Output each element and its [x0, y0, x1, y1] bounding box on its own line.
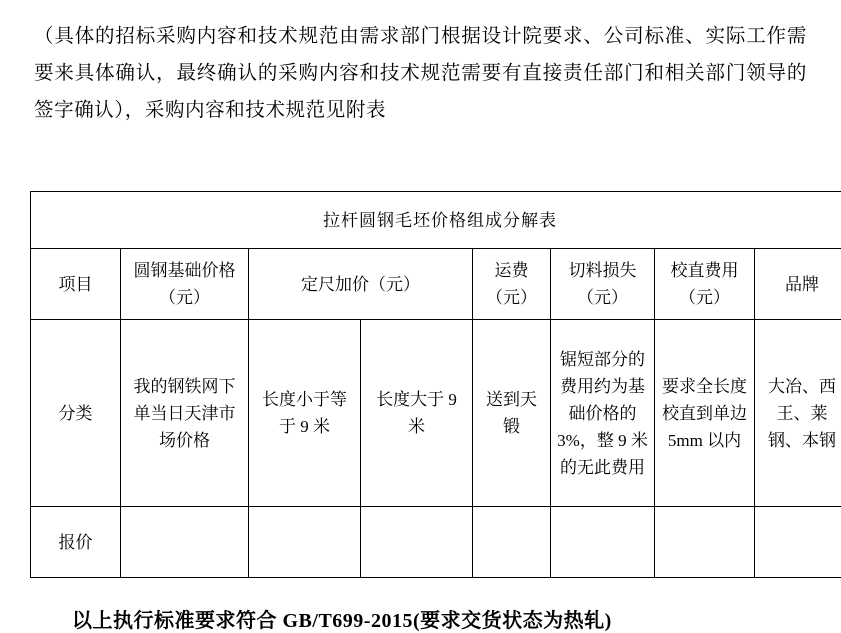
table-header-row [31, 249, 841, 320]
price-breakdown-table [30, 191, 841, 578]
cell-straightening-fee: 要求全长度校直到单边 5mm 以内 [655, 320, 755, 507]
header-brand: 品牌 [755, 249, 841, 320]
vertical-spacer [30, 129, 811, 191]
cell-quote-cutting-loss [551, 507, 655, 578]
cell-brand: 大冶、西王、莱钢、本钢 [755, 320, 841, 507]
cell-length-le-9m: 长度小于等于 9 米 [249, 320, 361, 507]
header-cutting-loss: 切料损失（元） [551, 249, 655, 320]
table-row [31, 507, 841, 578]
cell-base-price: 我的钢铁网下单当日天津市场价格 [121, 320, 249, 507]
header-straightening-fee: 校直费用（元） [655, 249, 755, 320]
table-title: 拉杆圆钢毛坯价格组成分解表 [31, 192, 841, 249]
cell-quote-length-gt-9m [361, 507, 473, 578]
cell-item-category: 分类 [31, 320, 121, 507]
cell-cutting-loss: 锯短部分的费用约为基础价格的 3%，整 9 米的无此费用 [551, 320, 655, 507]
footer-standard-note: 以上执行标准要求符合 GB/T699-2015(要求交货状态为热轧) [72, 604, 811, 633]
cell-quote-freight [473, 507, 551, 578]
header-item: 项目 [31, 249, 121, 320]
header-freight: 运费（元） [473, 249, 551, 320]
cell-quote-straightening-fee [655, 507, 755, 578]
cell-length-gt-9m: 长度大于 9 米 [361, 320, 473, 507]
table-title-row [31, 192, 841, 249]
table-row [31, 320, 841, 507]
cell-quote-base-price [121, 507, 249, 578]
header-length-surcharge: 定尺加价（元） [249, 249, 473, 320]
header-base-price: 圆钢基础价格（元） [121, 249, 249, 320]
cell-freight: 送到天锻 [473, 320, 551, 507]
cell-quote-length-le-9m [249, 507, 361, 578]
cell-item-quote: 报价 [31, 507, 121, 578]
intro-paragraph: （具体的招标采购内容和技术规范由需求部门根据设计院要求、公司标准、实际工作需要来具体确认，最终确认的采购内容和技术规范需要有直接责任部门和相关部门领导的签字确认），采购内容和技术规范见附表 [34, 18, 807, 129]
cell-quote-brand [755, 507, 841, 578]
